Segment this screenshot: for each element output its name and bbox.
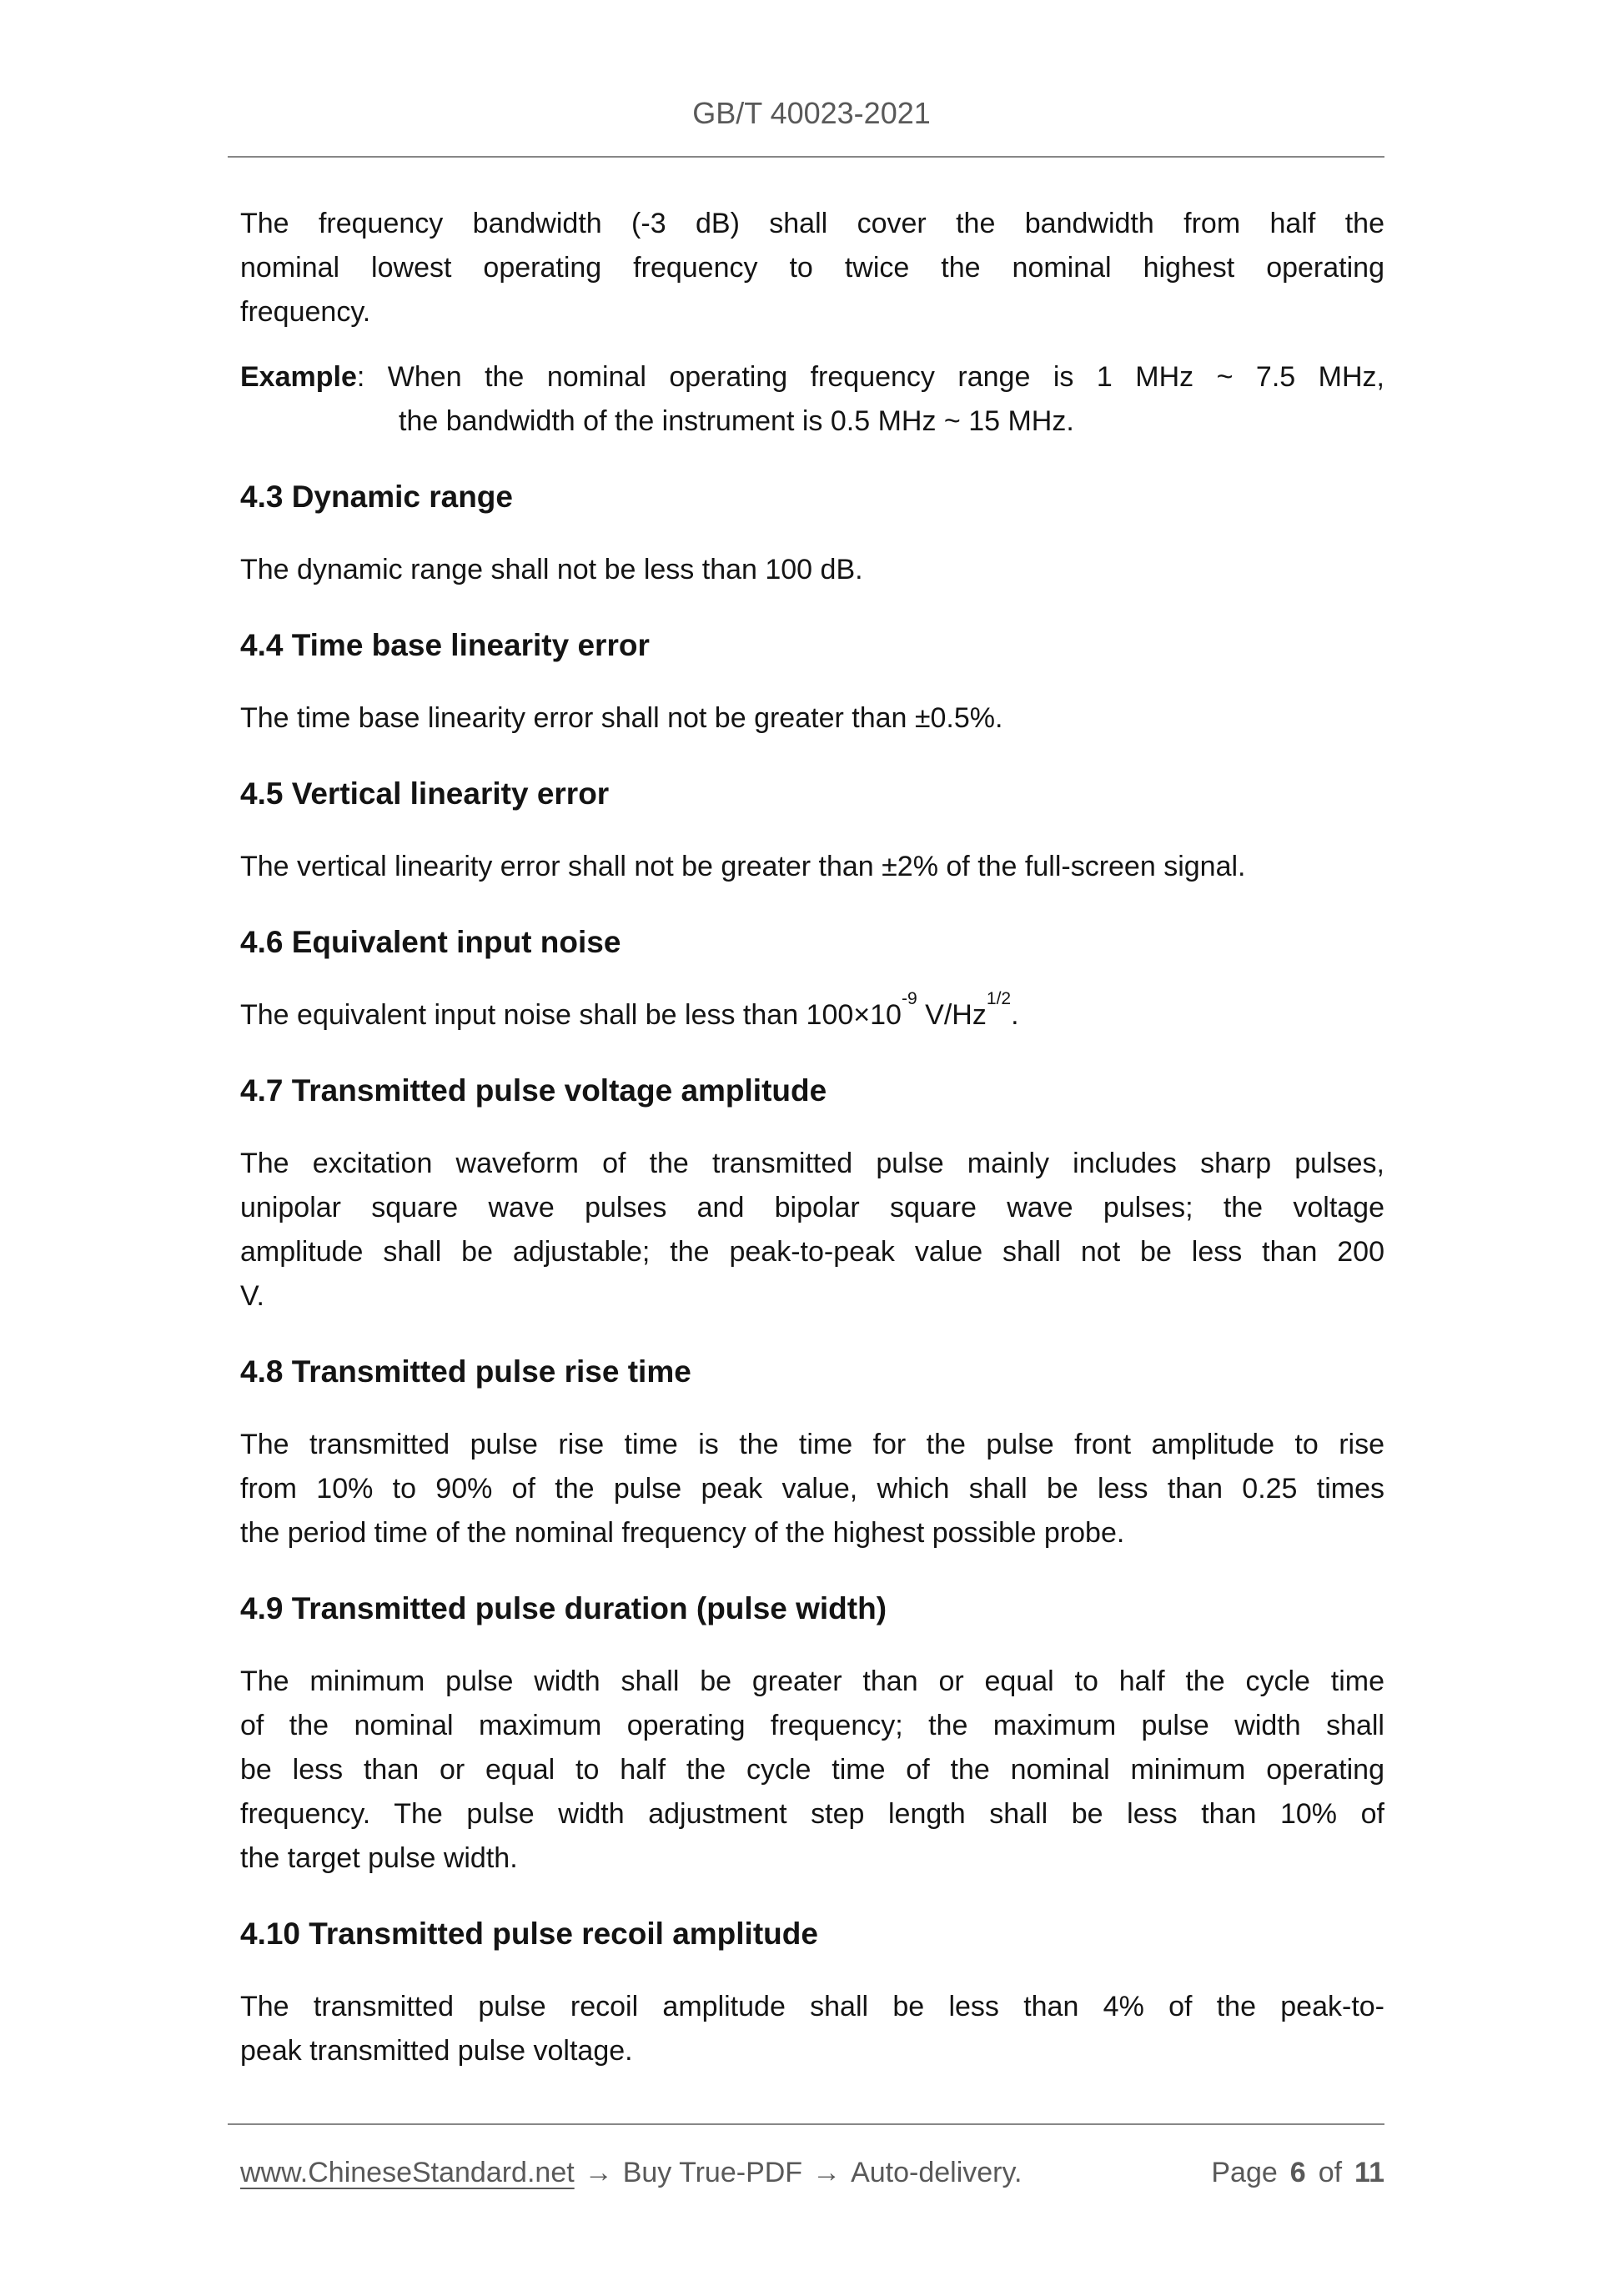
text-line (240, 989, 1384, 1037)
paragraph-pulse-recoil (240, 1985, 1384, 2073)
of-word: of (1318, 2157, 1343, 2188)
paragraph-vertical-linearity (240, 845, 1384, 889)
text-line: The frequency bandwidth (-3 dB) shall cover the bandwidth from half the (240, 208, 1384, 239)
text-line: amplitude shall be adjustable; the peak-to-peak value shall not be less than 200 (240, 1236, 1384, 1268)
total-pages: 11 (1354, 2157, 1384, 2188)
section-heading-4-7: 4.7 Transmitted pulse voltage amplitude (240, 1073, 827, 1108)
text-line: frequency. The pulse width adjustment step length shall be less than 10% of (240, 1798, 1384, 1830)
text-line: The dynamic range shall not be less than 100 dB. (240, 554, 863, 585)
section-heading-4-9: 4.9 Transmitted pulse duration (pulse width) (240, 1591, 887, 1625)
document-content (240, 158, 1384, 2073)
text-line: nominal lowest operating frequency to twice the nominal highest operating (240, 252, 1384, 284)
paragraph-pulse-duration (240, 1660, 1384, 1881)
noise-period: . (1011, 999, 1019, 1031)
paragraph-time-base-linearity (240, 696, 1384, 741)
text-line (240, 355, 1384, 399)
page-number: 6 (1289, 2157, 1306, 2188)
footer-site-link[interactable]: www.ChineseStandard.net (240, 2157, 575, 2188)
paragraph-pulse-rise-time (240, 1423, 1384, 1555)
paragraph-dynamic-range (240, 548, 1384, 592)
text-line: V. (240, 1280, 265, 1312)
noise-unit: V/Hz (917, 999, 987, 1031)
example-text: : When the nominal operating frequency range is 1 MHz ~ 7.5 MHz, (356, 361, 1384, 393)
text-line: The excitation waveform of the transmitted pulse mainly includes sharp pulses, (240, 1148, 1384, 1179)
text-line: the bandwidth of the instrument is 0.5 MHz ~ 15 MHz. (399, 405, 1074, 437)
noise-text: The equivalent input noise shall be less than 100×10 (240, 999, 902, 1031)
footer-delivery-text: Auto-delivery. (851, 2157, 1023, 2188)
page-word: Page (1211, 2157, 1278, 2188)
arrow-right-icon: → (812, 2157, 842, 2188)
text-line: the target pulse width. (240, 1842, 518, 1874)
section-heading-4-8: 4.8 Transmitted pulse rise time (240, 1354, 691, 1389)
text-line: of the nominal maximum operating frequency; the maximum pulse width shall (240, 1710, 1384, 1741)
paragraph-equivalent-input-noise (240, 989, 1384, 1037)
text-line: be less than or equal to half the cycle time of the nominal minimum operating (240, 1754, 1384, 1786)
section-heading-4-3: 4.3 Dynamic range (240, 480, 513, 514)
text-line: The vertical linearity error shall not be greater than ±2% of the full-screen signal. (240, 851, 1246, 882)
text-line: The transmitted pulse recoil amplitude shall be less than 4% of the peak-to- (240, 1991, 1384, 2022)
paragraph-frequency-bandwidth (240, 202, 1384, 334)
doc-number: GB/T 40023-2021 (692, 96, 931, 130)
footer-rule (228, 2123, 1384, 2125)
footer-buy-text: Buy True-PDF (622, 2157, 803, 2188)
section-heading-4-5: 4.5 Vertical linearity error (240, 776, 610, 811)
text-line: The transmitted pulse rise time is the time for the pulse front amplitude to rise (240, 1429, 1384, 1460)
paragraph-pulse-voltage-amplitude (240, 1142, 1384, 1319)
page-indicator (1211, 2153, 1384, 2192)
page-footer (240, 2153, 1384, 2192)
text-line: The time base linearity error shall not be greater than ±0.5%. (240, 702, 1003, 734)
superscript-exponent: -9 (901, 989, 917, 1009)
text-line: frequency. (240, 296, 371, 328)
text-line: unipolar square wave pulses and bipolar square wave pulses; the voltage (240, 1192, 1384, 1223)
superscript-exponent: 1/2 (986, 989, 1012, 1009)
text-line: peak transmitted pulse voltage. (240, 2035, 633, 2067)
arrow-right-icon: → (584, 2157, 613, 2188)
section-heading-4-4: 4.4 Time base linearity error (240, 628, 650, 662)
section-heading-4-6: 4.6 Equivalent input noise (240, 925, 621, 959)
text-line: the period time of the nominal frequency of the highest possible probe. (240, 1517, 1125, 1549)
example-label: Example (240, 361, 357, 393)
text-line: The minimum pulse width shall be greater than or equal to half the cycle time (240, 1665, 1384, 1697)
footer-left (240, 2153, 1022, 2192)
example-note (240, 355, 1384, 444)
text-line: from 10% to 90% of the pulse peak value, which shall be less than 0.25 times (240, 1473, 1384, 1505)
section-heading-4-10: 4.10 Transmitted pulse recoil amplitude (240, 1917, 818, 1951)
